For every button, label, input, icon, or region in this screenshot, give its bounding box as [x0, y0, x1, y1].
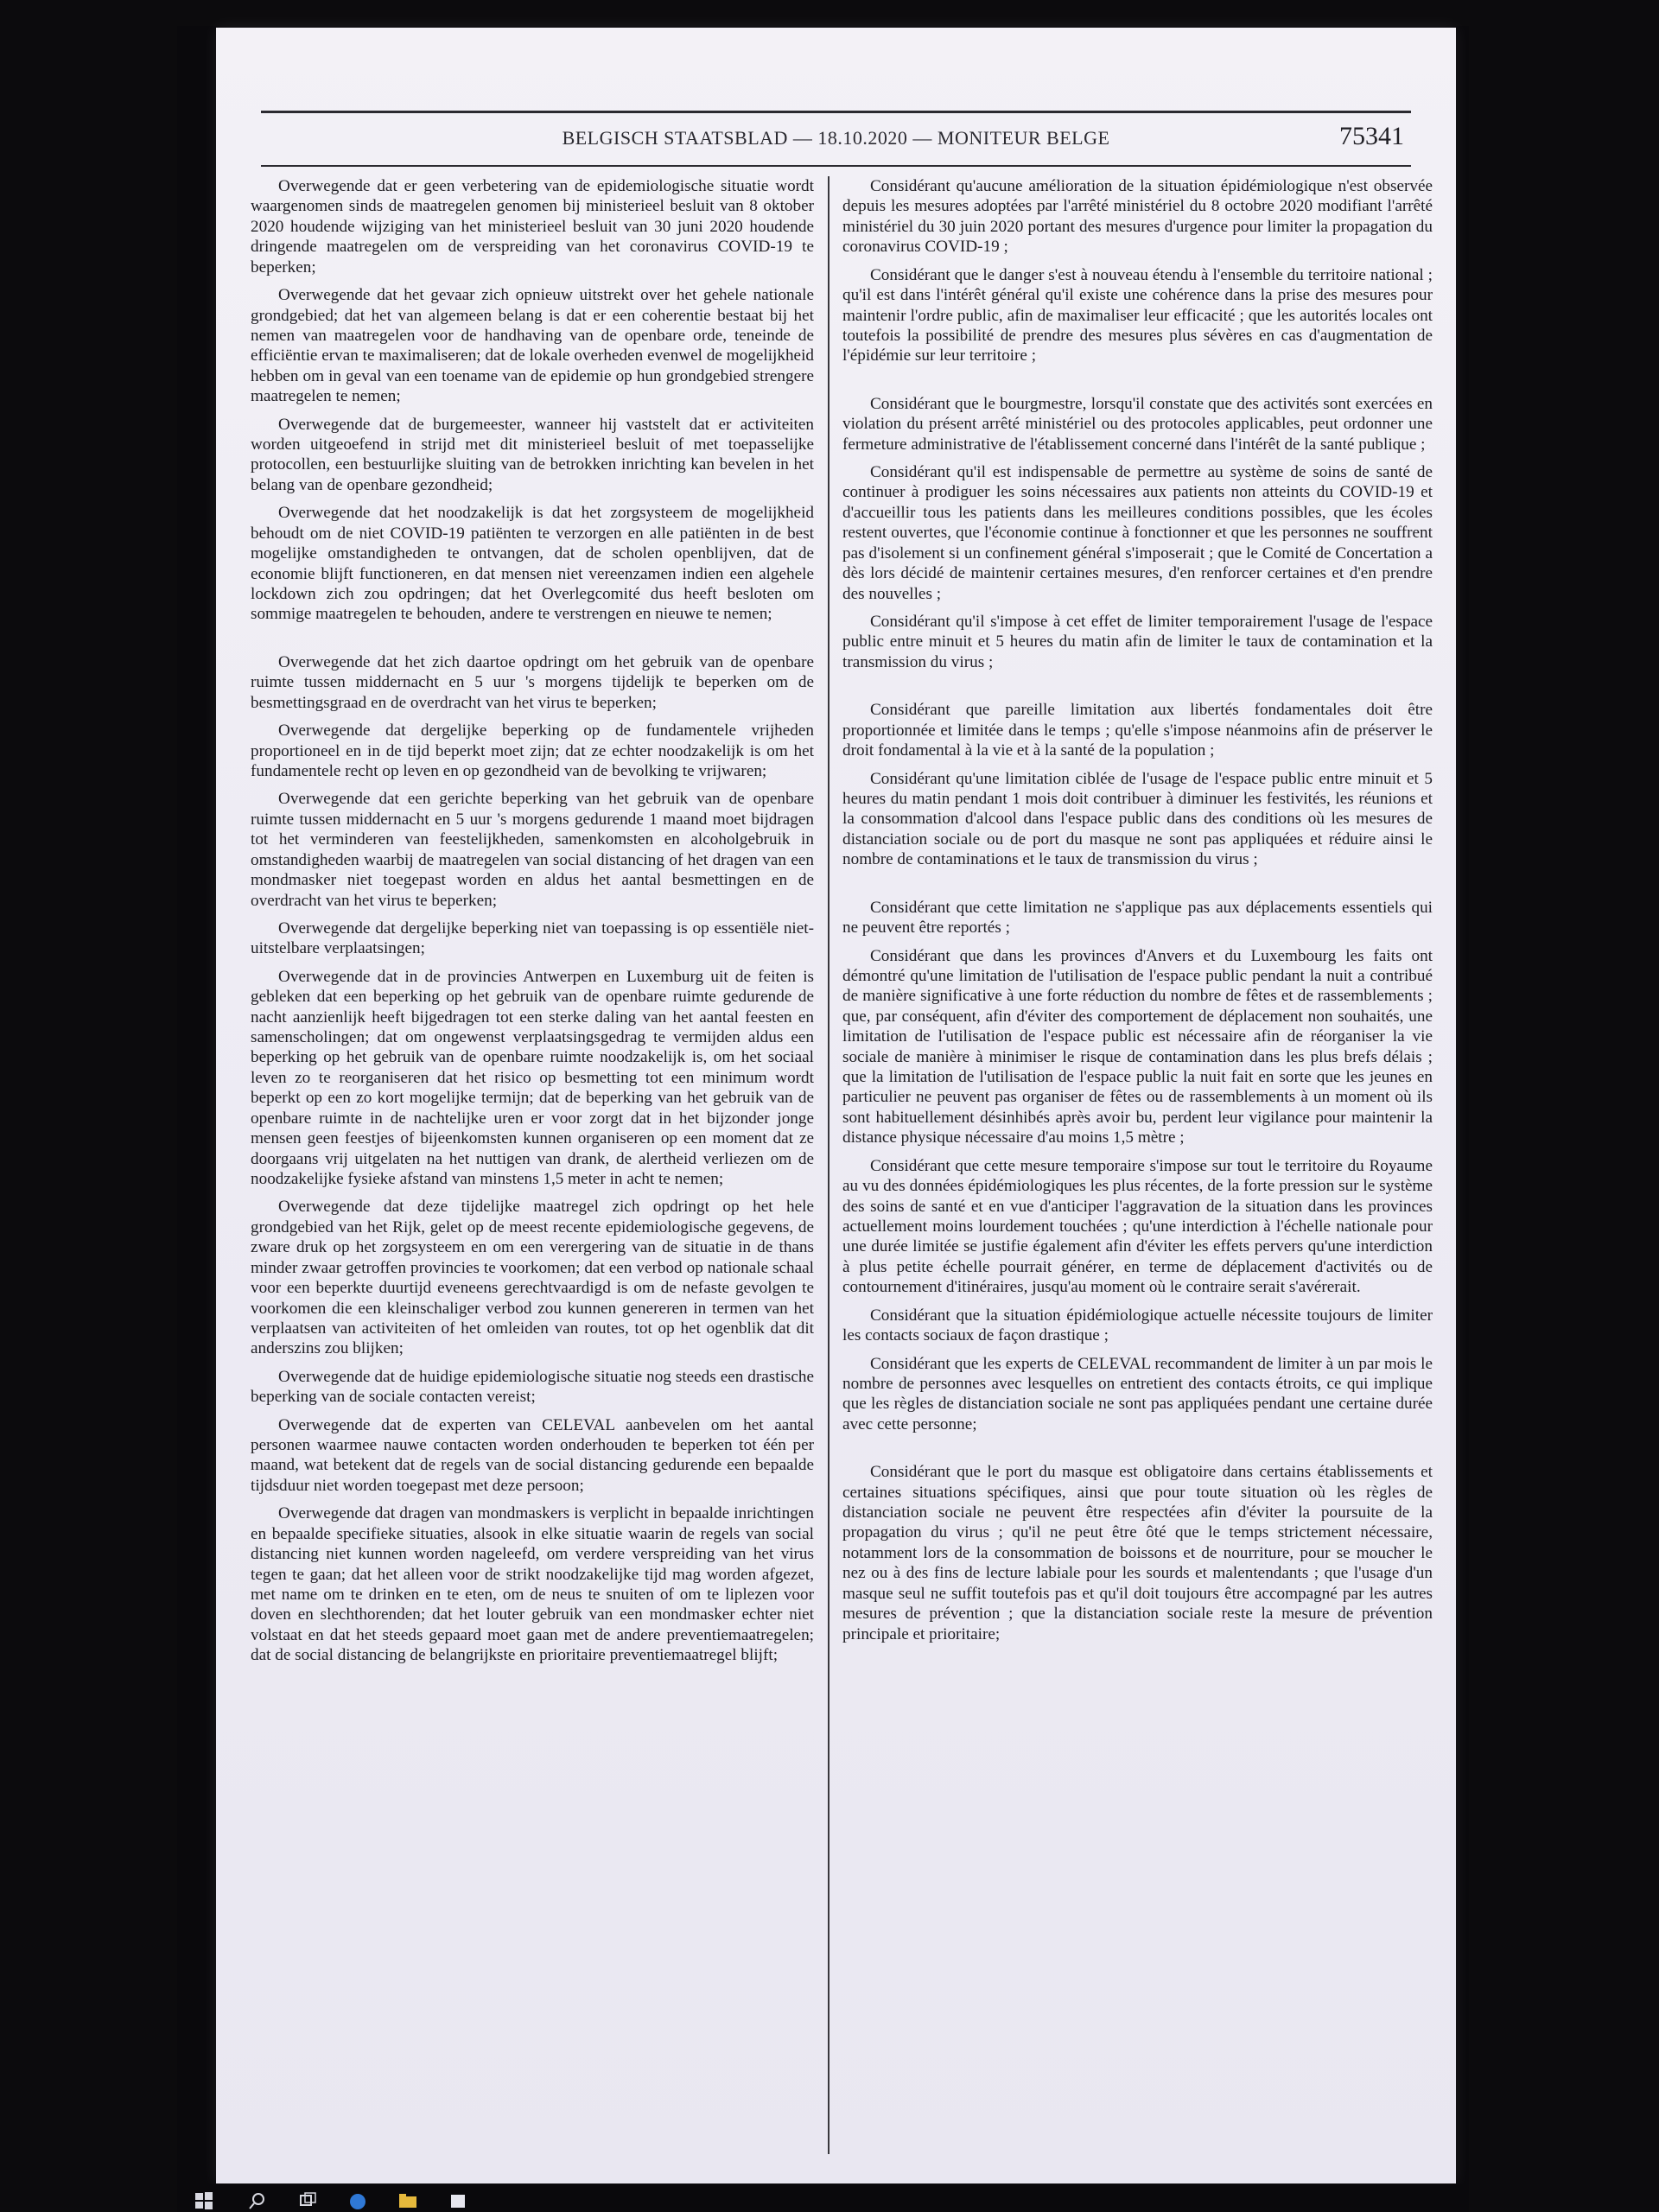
- edge-icon[interactable]: [348, 2191, 367, 2210]
- paragraph-nl-6: Overwegende dat dergelijke beperking op de fundamentele vrijheden proportioneel en in de tijd beperkt moet zijn; dat ze echter noodzakelijk is om het fundamentele recht op leven en op gezondheid van de bevolking te vrijwaren;: [251, 721, 814, 780]
- windows-start-icon[interactable]: [194, 2191, 213, 2210]
- dutch-column: [251, 176, 814, 2159]
- paragraph-nl-8: Overwegende dat dergelijke beperking niet van toepassing is op essentiële niet-uitstelbare verplaatsingen;: [251, 918, 814, 958]
- paragraph-nl-10: Overwegende dat deze tijdelijke maatregel zich opdringt op het hele grondgebied van het Rijk, gelet op de meest recente epidemiologische gegevens, de zware druk op het zorgsysteem en om een verergering van de situatie in de thans minder zwaar getroffen provincies te voorkomen; dat een verbod op nationale schaal voor een beperkte duurtijd eveneens gerechtvaardigd is om de nefaste gevolgen te voorkomen die een kleinschaliger verbod zou kunnen genereren in termen van het verplaatsen van activiteiten of het omleiden van routes, tot op het ogenblik dat dit anderszins zou blijken;: [251, 1198, 814, 1358]
- paragraph-fr-5: Considérant qu'il s'impose à cet effet de limiter temporairement l'usage de l'espace public entre minuit et 5 heures du matin afin de limiter le taux de contamination et la transmission du virus ;: [842, 613, 1433, 671]
- paragraph-fr-11: Considérant que la situation épidémiologique actuelle nécessite toujours de limiter les contacts sociaux de façon drastique ;: [842, 1306, 1433, 1345]
- paragraph-nl-13: Overwegende dat dragen van mondmaskers is verplicht in bepaalde inrichtingen en bepaalde specifieke situaties, alsook in elke situatie waarin de regels van social distancing niet kunnen worden nageleefd, om verdere verspreiding van het virus tegen te gaan; dat het alleen voor de strikt noodzakelijke tijd mag worden afgezet, met name om te drinken en te eten, om de neus te snuiten of om te liplezen voor doven en slechthorenden; dat het louter gebruik van een mondmasker echter niet volstaat en dat het steeds gepaard moet gaan met de andere preventiemaatregelen; dat de social distancing de belangrijkste en prioritaire preventiemaatregel blijft;: [251, 1504, 814, 1665]
- paragraph-fr-9: Considérant que dans les provinces d'Anvers et du Luxembourg les faits ont démontré qu'une limitation de l'utilisation de l'espace public pendant la nuit a contribué de manière significative à une forte réduction du nombre de fêtes et de rassemblements ; que, par conséquent, afin d'éviter des comportement de déplacement non souhaités, une limitation de l'utilisation de l'espace public est nécessaire afin de réorganiser la vie sociale de manière à minimiser le risque de contamination dans les plus brefs délais ; que la limitation de l'utilisation de l'espace public la nuit fait en sorte que les jeunes en particulier ne peuvent pas organiser de fêtes ou de rassemblements à un moment où ils sont habituellement désinhibés après avoir bu, perdent leur vigilance pour maintenir la distance physique nécessaire d'au moins 1,5 mètre ;: [842, 946, 1433, 1147]
- paragraph-nl-12: Overwegende dat de experten van CELEVAL aanbevelen om het aantal personen waarmee nauwe contacten worden onderhouden te beperken tot één per maand, wat betekent dat de regels van de social distancing gedurende een bepaalde tijdsduur niet worden toegepast met deze persoon;: [251, 1415, 814, 1495]
- taskbar: [177, 2184, 1469, 2212]
- paragraph-fr-3: Considérant que le bourgmestre, lorsqu'il constate que des activités sont exercées en violation du présent arrêté ministériel ou des protocoles applicables, peut ordonner une fermeture administrative de l'établissement concerné dans l'intérêt de la santé publique ;: [842, 394, 1433, 454]
- paragraph-nl-2: Overwegende dat het gevaar zich opnieuw uitstrekt over het gehele nationale grondgebied; dat het van algemeen belang is dat er een coherentie bestaat bij het nemen van maatregelen voor de handhaving van de openbare orde, teneinde de efficiëntie ervan te maximaliseren; dat de lokale overheden evenwel de mogelijkheid hebben om in geval van een toename van de epidemie op hun grondgebied strengere maatregelen te nemen;: [251, 286, 814, 406]
- paragraph-fr-4: Considérant qu'il est indispensable de permettre au système de soins de santé de continuer à prodiguer les soins nécessaires aux patients non atteints du COVID-19 et d'accueillir tous les patients dans les meilleures conditions possibles, que les écoles restent ouvertes, que l'économie continue à fonctionner et que les personnes ne souffrent pas d'isolement si un confinement général s'imposerait ; que le Comité de Concertation a dès lors décidé de maintenir certaines mesures, d'en renforcer certaines et d'en prendre des nouvelles ;: [842, 463, 1433, 603]
- paragraph-fr-2: Considérant que le danger s'est à nouveau étendu à l'ensemble du territoire national ; qu'il est dans l'intérêt général qu'il existe une cohérence dans la prise des mesures pour maintenir l'ordre public, afin de maximaliser leur efficacité ; que les autorités locales ont toutefois la possibilité de prendre des mesures plus sévères en cas d'augmentation de l'épidémie sur leur territoire ;: [842, 265, 1433, 365]
- app-icon[interactable]: [448, 2191, 467, 2210]
- folder-icon[interactable]: [398, 2191, 417, 2210]
- paragraph-nl-7: Overwegende dat een gerichte beperking van het gebruik van de openbare ruimte tussen middernacht en 5 uur 's morgens gedurende 1 maand moet bijdragen tot het verminderen van feestelijkheden, samenkomsten en alcoholgebruik in omstandigheden waarbij de maatregelen van social distancing of het dragen van een mondmasker niet toegepast worden en aldus het aantal besmettingen en de overdracht van het virus te beperken;: [251, 790, 814, 910]
- paragraph-fr-8: Considérant que cette limitation ne s'applique pas aux déplacements essentiels qui ne peuvent être reportés ;: [842, 898, 1433, 938]
- paragraph-nl-4: Overwegende dat het noodzakelijk is dat het zorgsysteem de mogelijkheid behoudt om de niet COVID-19 patiënten te verzorgen en alle patiënten in de best mogelijke omstandigheden te ontvangen, dat de scholen openblijven, dat de economie blijft functioneren, en dat mensen niet vereenzamen indien een algehele lockdown zich zou opdringen; dat het Overlegcomité dus heeft besloten om sommige maatregelen te behouden, andere te verstrengen en nieuwe te nemen;: [251, 504, 814, 624]
- paragraph-fr-1: Considérant qu'aucune amélioration de la situation épidémiologique n'est observée depuis les mesures adoptées par l'arrêté ministériel du 8 octobre 2020 modifiant l'arrêté ministériel du 30 juin 2020 portant des mesures d'urgence pour limiter la propagation du coronavirus COVID-19 ;: [842, 177, 1433, 257]
- paragraph-nl-3: Overwegende dat de burgemeester, wanneer hij vaststelt dat er activiteiten worden uitgeoefend in strijd met dit ministerieel besluit of met toepasselijke protocollen, een bestuurlijke sluiting van de betrokken inrichting kan bevelen in het belang van de openbare gezondheid;: [251, 415, 814, 494]
- paragraph-fr-10: Considérant que cette mesure temporaire s'impose sur tout le territoire du Royaume au vu des données épidémiologiques les plus récentes, de la forte pression sur le système des soins de santé et en vue d'anticiper l'aggravation de la situation dans les provinces actuellement moins lourdement touchées ; qu'une interdiction à l'échelle nationale pour une durée limitée se justifie également afin d'éviter les effets pervers qu'une interdiction à plus petite échelle pourrait générer, en terme de déplacement d'activités ou de contournement d'itinéraires, jusqu'au moment où le contraire serait s'avérerait.: [842, 1156, 1433, 1297]
- paragraph-fr-13: Considérant que le port du masque est obligatoire dans certains établissements et certaines situations spécifiques, ainsi que pour toute situation où les règles de distanciation sociale ne peuvent être respectées afin d'éviter la poursuite de la propagation du virus ; qu'il ne peut être ôté que le temps strictement nécessaire, notamment lors de la consommation de boissons et de nourriture, pour se moucher le nez ou à des fins de lecture labiale pour les sourds et malentendants ; que l'usage d'un masque seul ne suffit toutefois pas et qu'il doit toujours être accompagné par les autres mesures de prévention ; que la distanciation sociale reste la mesure de prévention principale et prioritaire;: [842, 1463, 1433, 1643]
- paragraph-fr-12: Considérant que les experts de CELEVAL recommandent de limiter à un par mois le nombre de personnes avec lesquelles on entretient des contacts étroits, ce qui implique que les règles de distanciation sociale ne sont pas appliquées pendant une certaine durée avec cette personne;: [842, 1354, 1433, 1433]
- page-number: 75341: [1339, 122, 1404, 150]
- column-divider: [828, 176, 830, 2154]
- search-icon[interactable]: [248, 2191, 267, 2210]
- task-view-icon[interactable]: [298, 2191, 317, 2210]
- document-page: [216, 28, 1456, 2183]
- paragraph-nl-11: Overwegende dat de huidige epidemiologische situatie nog steeds een drastische beperking van de sociale contacten vereist;: [251, 1367, 814, 1407]
- page-header: [261, 111, 1411, 167]
- paragraph-fr-6: Considérant que pareille limitation aux libertés fondamentales doit être proportionnée et limitée dans le temps ; qu'elle s'impose néanmoins afin de préserver le droit fondamental à la vie et à la santé de la population ;: [842, 701, 1433, 760]
- paragraph-nl-1: Overwegende dat er geen verbetering van de epidemiologische situatie wordt waargenomen sinds de maatregelen genomen bij ministerieel besluit van 8 oktober 2020 houdende wijziging van het ministerieel besluit van 30 juni 2020 houdende dringende maatregelen om de verspreiding van het coronavirus COVID-19 te beperken;: [251, 177, 814, 276]
- paragraph-fr-7: Considérant qu'une limitation ciblée de l'usage de l'espace public entre minuit et 5 heures du matin pendant 1 mois doit contribuer à diminuer les festivités, les réunions et la consommation d'alcool dans l'espace public dans des conditions où les mesures de distanciation sociale ou de port du masque ne sont pas appliquées et réduire ainsi le nombre de contaminations et le taux de transmission du virus ;: [842, 769, 1433, 869]
- paragraph-nl-5: Overwegende dat het zich daartoe opdringt om het gebruik van de openbare ruimte tussen middernacht en 5 uur 's morgens tijdelijk te beperken om de besmettingsgraad en de overdracht van het virus te beperken;: [251, 652, 814, 712]
- french-column: [842, 176, 1433, 2159]
- paragraph-nl-9: Overwegende dat in de provincies Antwerpen en Luxemburg uit de feiten is gebleken dat een beperking op het gebruik van de openbare ruimte gedurende de nacht aanzienlijk heeft bijgedragen tot een sterke daling van het aantal feesten en samenscholingen; dat om ongewenst verplaatsingsgedrag te vermijden aldus een beperking op het gebruik van de openbare ruimte noodzakelijk is, om het sociaal leven zo te reorganiseren dat het risico op besmetting tot een minimum wordt beperkt op een zo kort mogelijke termijn; dat de beperking van het gebruik van de openbare ruimte in de nachtelijke uren er voor zorgt dat in het bijzonder jonge mensen geen feestjes of bijeenkomsten kunnen organiseren op een moment dat ze doorgaans vrij uitgelaten na het nuttigen van drank, de alertheid verliezen om de noodzakelijke fysieke afstand van minstens 1,5 meter in acht te nemen;: [251, 967, 814, 1188]
- publication-title: BELGISCH STAATSBLAD — 18.10.2020 — MONITEUR BELGE: [562, 127, 1110, 149]
